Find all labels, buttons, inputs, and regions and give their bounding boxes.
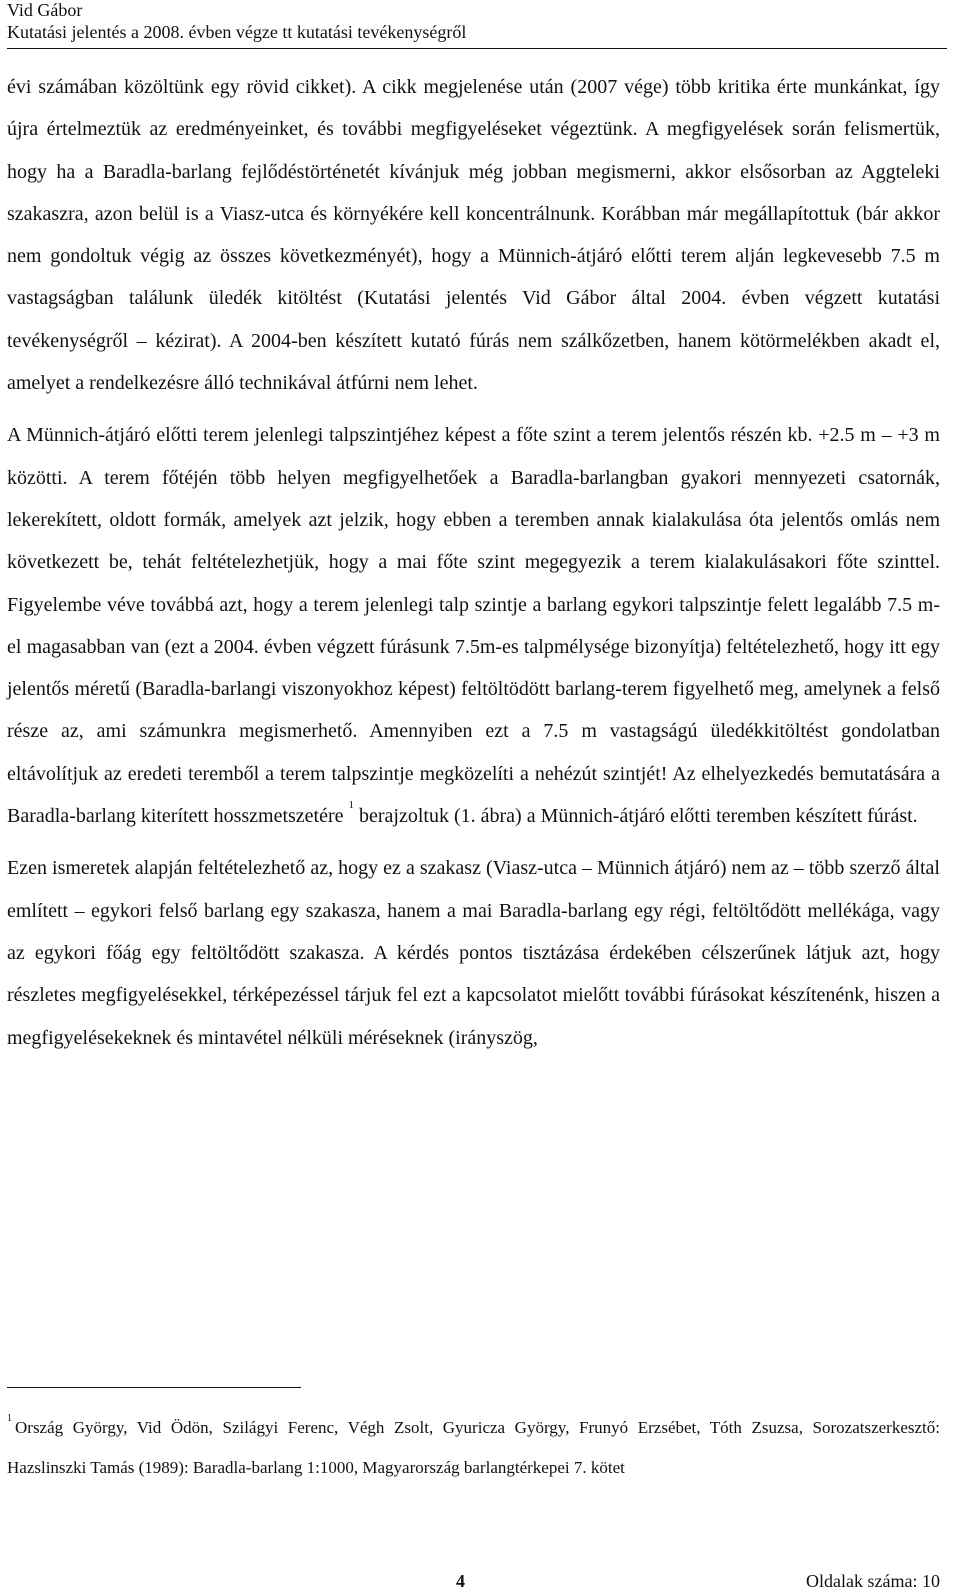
paragraph-2	[7, 414, 940, 837]
running-header	[7, 0, 947, 49]
paragraph-1: évi számában közöltünk egy rövid cikket). A cikk megjelenése után (2007 vége) több kritika érte munkánkat, így újra értelmeztük az eredményeinket, és további megfigyeléseket végeztünk. A megfigyelések során felismertük, hogy ha a Baradla-barlang fejlődéstörténetét kívánjuk még jobban megismerni, akkor elsősorban az Aggteleki szakaszra, azon belül is a Viasz-utca és környékére kell koncentrálnunk. Korábban már megállapítottuk (bár akkor nem gondoltuk végig az összes következményét), hogy a Münnich-átjáró előtti terem alján legkevesebb 7.5 m vastagságban találunk üledék kitöltést (Kutatási jelentés Vid Gábor által 2004. évben végzett kutatási tevékenységről – kézirat). A 2004-ben készített kutató fúrás nem szálkőzetben, hanem kötörmelékben akadt el, amelyet a rendelkezésre álló technikával átfúrni nem lehet.	[7, 76, 940, 395]
header-author: Vid Gábor	[7, 0, 83, 20]
footnote-separator	[7, 1387, 301, 1388]
page-number: 4	[456, 1571, 465, 1591]
paragraph-3: Ezen ismeretek alapján feltételezhető az, hogy ez a szakasz (Viasz-utca – Münnich átjáró) nem az – több szerző által említett – egykori felső barlang egy szakasza, hanem a mai Baradla-barlang egy régi, feltöltődött mellékága, vagy az egykori főág egy feltöltődött szakasza. A kérdés pontos tisztázása érdekében célszerűnek látjuk azt, hogy részletes megfigyelésekkel, térképezéssel tárjuk fel ezt a kapcsolatot mielőtt további fúrásokat készítenénk, hiszen a megfigyelésekeknek és mintavétel nélküli méréseknek (irányszög,	[7, 857, 940, 1049]
footnote	[7, 1408, 940, 1488]
paragraph-2-tail-after: berajzoltuk (1.	[359, 805, 476, 828]
body-text	[7, 66, 940, 1059]
footnote-text: Ország György, Vid Ödön, Szilágyi Ferenc, Végh Zsolt, Gyuricza György, Frunyó Erzsébet, Tóth Zsuzsa, Sorozatszerkesztő: Hazslinszki Tamás (1989): Baradla-barlang 1:1000, Magyarország barlangtérkepei 7. kötet	[7, 1418, 940, 1477]
paragraph-2-end: ábra) a Münnich-átjáró előtti teremben készített fúrást.	[480, 805, 918, 828]
page-count: Oldalak száma: 10	[806, 1571, 940, 1591]
footnote-reference[interactable]: 1	[348, 799, 355, 812]
header-title: Kutatási jelentés a 2008. évben végze tt kutatási tevékenységről	[7, 22, 467, 42]
footnote-mark: 1	[7, 1413, 12, 1424]
paragraph-2-tail-before: Az elhelyezkedés bemutatására a Baradla-barlang kiterített hosszmetszetére	[7, 762, 940, 828]
paragraph-2-text: A Münnich-átjáró előtti terem jelenlegi talpszintjéhez képest a főte szint a terem jelentős részén kb. +2.5 m – +3 m közötti. A terem főtéjén több helyen megfigyelhetőek a Baradla-barlangban gyakori mennyezeti csatornák, lekerekített, oldott formák, amelyek azt jelzik, hogy ebben a teremben annak kialakulása óta jelentős omlás nem következett be, tehát feltételezhetjük, hogy a mai főte szint megegyezik a terem kialakulásakori főte szinttel. Figyelembe véve továbbá azt, hogy a terem jelenlegi talp szintje a barlang egykori talpszintje felett legalább 7.5 m-el magasabban van (ezt a 2004. évben végzett fúrásunk 7.5m-es talpmélysége bizonyítja) feltételezhető, hogy itt egy jelentős méretű (Baradla-barlangi viszonyokhoz képest) feltöltödött barlang-terem figyelhető meg, amelynek a felső része az, ami számunkra megismerhető. Amennyiben ezt a 7.5 m vastagságú üledékkitöltést gondolatban eltávolítjuk az eredeti teremből a terem talpszintje megközelíti a nehézút szintjét!	[7, 424, 940, 785]
